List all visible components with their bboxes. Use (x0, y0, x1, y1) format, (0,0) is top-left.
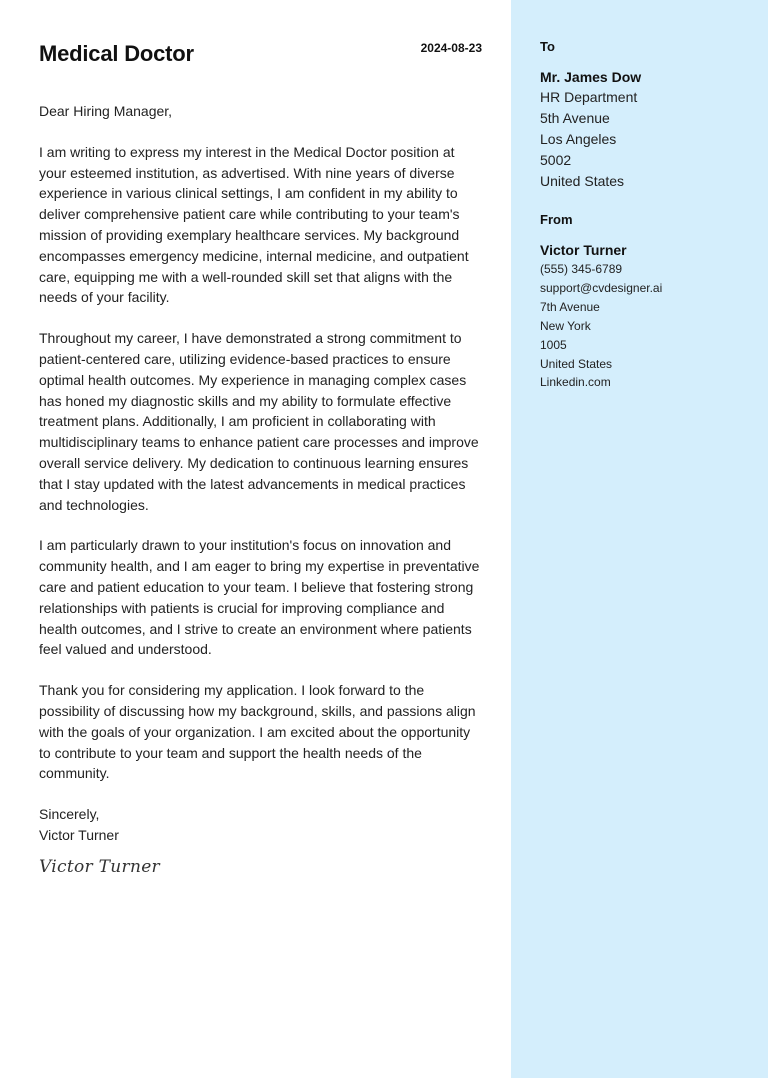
recipient-department: HR Department (540, 89, 638, 105)
sender-name: Victor Turner (540, 242, 627, 258)
salutation: Dear Hiring Manager, (39, 103, 173, 119)
sender-country: United States (540, 356, 613, 371)
recipient-name: Mr. James Dow (540, 69, 642, 85)
sender-city: New York (540, 318, 591, 333)
contact-sidebar (511, 0, 768, 1078)
closing-name: Victor Turner (39, 827, 119, 844)
letter-paragraph-2: Throughout my career, I have demonstrated a strong commitment to patient-centered care, utilizing evidence-based practices to ensure optimal health outcomes. My experience in managing complex cases has honed my diagnostic skills and my ability to formulate effective treatment plans. Additionally, I am proficient in collaborating with multidisciplinary teams to enhance patient care processes and improve overall service delivery. My dedication to continuous learning ensures that I stay updated with the latest advancements in medical practices and technologies. (39, 330, 479, 513)
from-label: From (540, 212, 573, 227)
sender-email: support@cvdesigner.ai (540, 280, 663, 295)
sender-website: Linkedin.com (540, 375, 611, 390)
recipient-city: Los Angeles (540, 131, 617, 147)
letter-paragraph-3: I am particularly drawn to your institution's focus on innovation and community health, and I am eager to bring my expertise in preventative care and patient education to your team. I believe that fostering strong relationships with patients is crucial for improving compliance and health outcomes, and I strive to create an environment where patients feel valued and understood. (39, 537, 480, 658)
handwritten-signature: Victor Turner (39, 857, 160, 878)
recipient-street: 5th Avenue (540, 110, 610, 126)
sender-phone: (555) 345-6789 (540, 262, 623, 276)
sender-zip: 1005 (540, 337, 567, 352)
letter-paragraph-4: Thank you for considering my application. I look forward to the possibility of discussing how my background, skills, and passions align with the goals of your organization. I am excited about the opportunity to contribute to your team and support the health needs of the community. (39, 682, 476, 782)
recipient-country: United States (540, 173, 625, 189)
to-label: To (540, 39, 555, 54)
page-title: Medical Doctor (39, 41, 194, 66)
letter-closing (39, 804, 482, 846)
recipient-zip: 5002 (540, 152, 572, 168)
letter-header (39, 38, 482, 88)
closing-phrase: Sincerely, (39, 806, 100, 823)
letter-date: 2024-08-23 (420, 41, 482, 55)
sender-street: 7th Avenue (540, 299, 600, 314)
letter-paragraph-1: I am writing to express my interest in the Medical Doctor position at your esteemed institution, as advertised. With nine years of diverse experience in various clinical settings, I am confident in my ability to deliver comprehensive patient care while contributing to your team's mission of providing exemplary healthcare services. My background encompasses emergency medicine, internal medicine, and outpatient care, equipping me with a well-rounded skill set that aligns with the needs of your facility. (39, 143, 469, 306)
